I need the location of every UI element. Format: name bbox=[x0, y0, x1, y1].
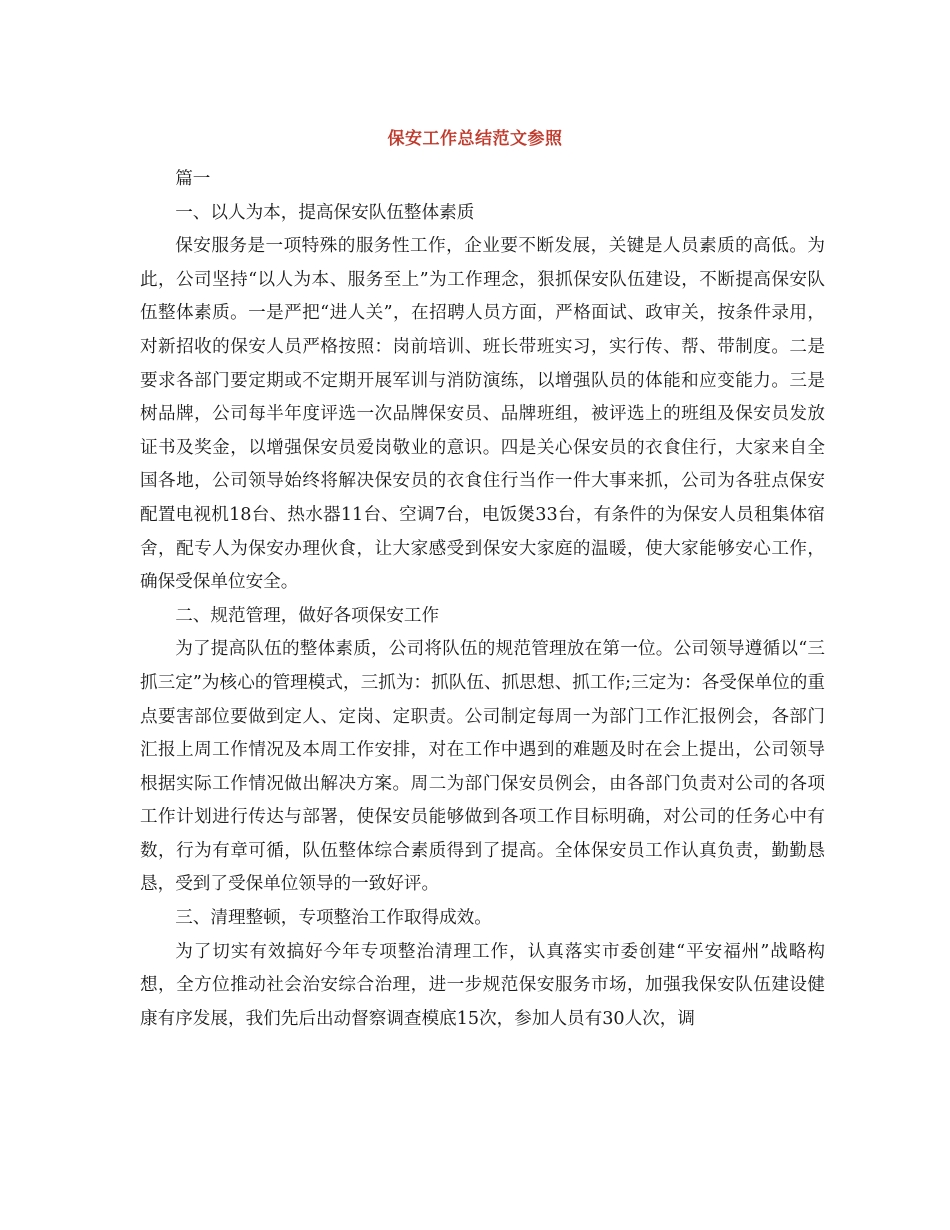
paragraph-3: 为了切实有效搞好今年专项整治清理工作，认真落实市委创建“平安福州”战略构想，全方位推动社会治安综合治理，进一步规范保安服务市场，加强我保安队伍建设健康有序发展，我们先后出动督察调查模底15次，参加人员有30人次，调 bbox=[140, 941, 825, 1029]
document-body bbox=[140, 163, 825, 1036]
document-title: 保安工作总结范文参照 bbox=[387, 129, 563, 149]
heading-3: 三、清理整顿，专项整治工作取得成效。 bbox=[175, 908, 492, 929]
paragraph-2: 为了提高队伍的整体素质，公司将队伍的规范管理放在第一位。公司领导遵循以“三抓三定”为核心的管理模式，三抓为：抓队伍、抓思想、抓工作;三定为：各受保单位的重点要害部位要做到定人、定岗、定职责。公司制定每周一为部门工作汇报例会，各部门汇报上周工作情况及本周工作安排，对在工作中遇到的难题及时在会上提出，公司领导根据实际工作情况做出解决方案。周二为部门保安员例会，由各部门负责对公司的各项工作计划进行传达与部署，使保安员能够做到各项工作目标明确，对公司的任务心中有数，行为有章可循，队伍整体综合素质得到了提高。全体保安员工作认真负责，勤勤恳恳，受到了受保单位领导的一致好评。 bbox=[140, 639, 825, 895]
heading-1: 一、以人为本，提高保安队伍整体素质 bbox=[175, 202, 475, 223]
heading-2: 二、规范管理，做好各项保安工作 bbox=[175, 605, 440, 626]
paragraph-1: 保安服务是一项特殊的服务性工作，企业要不断发展，关键是人员素质的高低。为此，公司坚持“以人为本、服务至上”为工作理念，狠抓保安队伍建设，不断提高保安队伍整体素质。一是严把“进人关”，在招聘人员方面，严格面试、政审关，按条件录用，对新招收的保安人员严格按照：岗前培训、班长带班实习，实行传、帮、带制度。二是要求各部门要定期或不定期开展军训与消防演练，以增强队员的体能和应变能力。三是树品牌，公司每半年度评选一次品牌保安员、品牌班组，被评选上的班组及保安员发放证书及奖金，以增强保安员爱岗敬业的意识。四是关心保安员的衣食住行，大家来自全国各地，公司领导始终将解决保安员的衣食住行当作一件大事来抓，公司为各驻点保安配置电视机18台、热水器11台、空调7台，电饭煲33台，有条件的为保安人员租集体宿舍，配专人为保安办理伙食，让大家感受到保安大家庭的温暖，使大家能够安心工作，确保受保单位安全。 bbox=[140, 236, 825, 593]
section-label: 篇一 bbox=[175, 169, 211, 189]
